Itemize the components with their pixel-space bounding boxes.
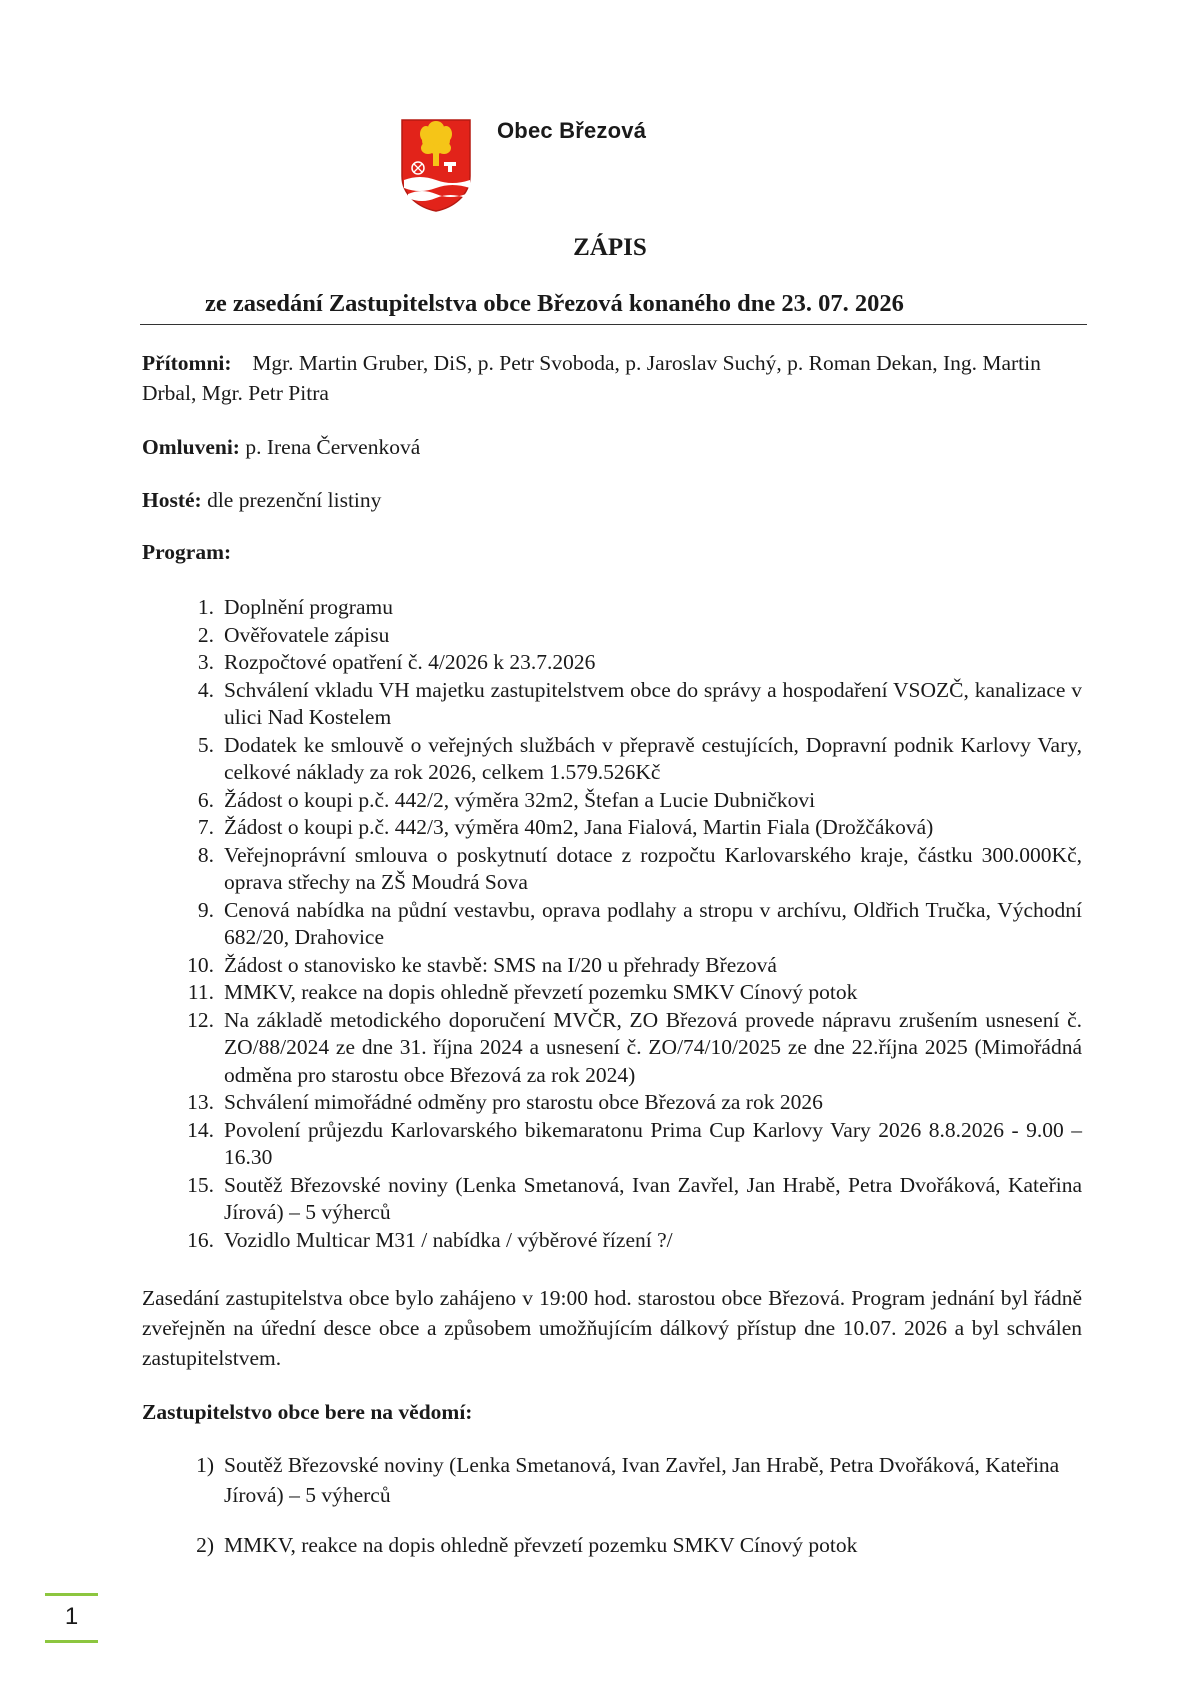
attendance-excused	[142, 432, 1082, 462]
list-item-text: Žádost o koupi p.č. 442/2, výměra 32m2, Štefan a Lucie Dubničkovi	[224, 787, 816, 812]
list-item-text: Soutěž Březovské noviny (Lenka Smetanová, Ivan Zavřel, Jan Hrabě, Petra Dvořáková, Kateřina Jírová) – 5 výherců	[224, 1172, 1082, 1224]
list-item	[142, 1172, 1082, 1227]
notes-heading: Zastupitelstvo obce bere na vědomí:	[142, 1400, 473, 1424]
list-item-number: 15.	[187, 1172, 214, 1197]
list-item-text: Povolení průjezdu Karlovarského bikemaratonu Prima Cup Karlovy Vary 2026 8.8.2026 - 9.00 – 16.30	[224, 1117, 1082, 1169]
list-item-text: Na základě metodického doporučení MVČR, ZO Březová provede nápravu zrušením usnesení č. ZO/88/2024 ze dne 31. října 2024 a usnesení č. ZO/74/10/2025 ze dne 22.října 2025 (Mimořádná odměna pro starostu obce Březová za rok 2024)	[224, 1007, 1082, 1087]
list-item	[142, 952, 1082, 980]
list-item-text: Schválení vkladu VH majetku zastupitelstvem obce do správy a hospodaření VSOZČ, kanalizace v ulici Nad Kostelem	[224, 677, 1082, 729]
list-item-number: 11.	[187, 980, 214, 1004]
list-item	[142, 1450, 1082, 1510]
municipality-name: Obec Březová	[497, 118, 647, 143]
list-item	[142, 732, 1082, 787]
list-item-text: Cenová nabídka na půdní vestavbu, oprava podlahy a stropu v archívu, Oldřich Tručka, Východní 682/20, Drahovice	[224, 897, 1082, 949]
list-item	[142, 842, 1082, 897]
document-subtitle: ze zasedání Zastupitelstva obce Březová konaného dne 23. 07. 2026	[205, 290, 904, 317]
program-heading: Program:	[142, 540, 232, 564]
list-item-text: Ověřovatele zápisu	[224, 622, 390, 647]
list-item-text: Soutěž Březovské noviny (Lenka Smetanová, Ivan Zavřel, Jan Hrabě, Petra Dvořáková, Kateřina Jírová) – 5 výherců	[224, 1453, 1060, 1507]
list-item-text: Veřejnoprávní smlouva o poskytnutí dotace z rozpočtu Karlovarského kraje, částku 300.000Kč, oprava střechy na ZŠ Moudrá Sova	[224, 842, 1082, 894]
list-item	[142, 649, 1082, 677]
present-label: Přítomni:	[142, 351, 232, 375]
list-item-number: 7.	[197, 815, 214, 839]
list-item	[142, 897, 1082, 952]
present-text: Mgr. Martin Gruber, DiS, p. Petr Svoboda, p. Jaroslav Suchý, p. Roman Dekan, Ing. Martin Drbal, Mgr. Petr Pitra	[142, 351, 1041, 405]
list-item-text: MMKV, reakce na dopis ohledně převzetí pozemku SMKV Cínový potok	[224, 980, 858, 1004]
list-item	[142, 677, 1082, 732]
list-item-number: 4.	[197, 677, 214, 702]
list-item	[142, 622, 1082, 650]
page-number: 1	[64, 1603, 79, 1630]
list-item	[142, 594, 1082, 622]
notes-list	[142, 1450, 1082, 1560]
list-item	[142, 787, 1082, 815]
guests-text: dle prezenční listiny	[207, 488, 382, 512]
list-item	[142, 1530, 1082, 1560]
intro-paragraph: Zasedání zastupitelstva obce bylo zahájeno v 19:00 hod. starostou obce Březová. Program jednání byl řádně zveřejněn na úřední desce obce a způsobem umožňujícím dálkový přístup dne 10.07. 2026 a byl schválen zastupitelstvem.	[142, 1286, 1082, 1370]
list-item-number: 1.	[197, 595, 214, 619]
list-item	[142, 814, 1082, 842]
list-item-number: 5.	[197, 732, 214, 757]
list-item-number: 16.	[187, 1227, 214, 1252]
list-item-text: Schválení mimořádné odměny pro starostu obce Březová za rok 2026	[224, 1090, 823, 1114]
list-item	[142, 1089, 1082, 1117]
excused-text: p. Irena Červenková	[245, 435, 421, 459]
list-item-number: 2.	[197, 622, 214, 647]
list-item-number: 1)	[196, 1453, 214, 1477]
coat-of-arms-icon	[400, 118, 472, 212]
guests-label: Hosté:	[142, 488, 202, 512]
footer-line-bottom	[45, 1640, 98, 1643]
list-item-number: 3.	[197, 650, 214, 674]
list-item-text: MMKV, reakce na dopis ohledně převzetí pozemku SMKV Cínový potok	[224, 1533, 858, 1557]
list-item-number: 13.	[187, 1090, 214, 1114]
list-item-number: 10.	[187, 952, 214, 977]
header-divider	[140, 324, 1087, 325]
list-item-text: Vozidlo Multicar M31 / nabídka / výběrové řízení ?/	[224, 1227, 673, 1252]
list-item-text: Rozpočtové opatření č. 4/2026 k 23.7.2026	[224, 650, 596, 674]
attendance-present	[142, 348, 1082, 408]
attendance-guests	[142, 485, 1082, 515]
list-item-text: Žádost o koupi p.č. 442/3, výměra 40m2, Jana Fialová, Martin Fiala (Drožčáková)	[224, 815, 934, 839]
list-item-number: 6.	[197, 787, 214, 812]
program-list	[142, 594, 1082, 1254]
list-item-text: Žádost o stanovisko ke stavbě: SMS na I/20 u přehrady Březová	[224, 952, 777, 977]
list-item-number: 8.	[197, 842, 214, 867]
list-item-number: 9.	[197, 897, 214, 922]
list-item	[142, 1007, 1082, 1090]
list-item	[142, 1227, 1082, 1255]
list-item-number: 2)	[196, 1533, 214, 1557]
list-item	[142, 1117, 1082, 1172]
list-item-number: 14.	[187, 1117, 214, 1142]
excused-label: Omluveni:	[142, 435, 240, 459]
footer-line-top	[45, 1593, 98, 1596]
document-title: ZÁPIS	[573, 234, 647, 261]
list-item-number: 12.	[187, 1007, 214, 1032]
list-item-text: Doplnění programu	[224, 595, 393, 619]
list-item-text: Dodatek ke smlouvě o veřejných službách v přepravě cestujících, Dopravní podnik Karlovy Vary, celkové náklady za rok 2026, celkem 1.579.526Kč	[224, 732, 1082, 784]
list-item	[142, 979, 1082, 1007]
